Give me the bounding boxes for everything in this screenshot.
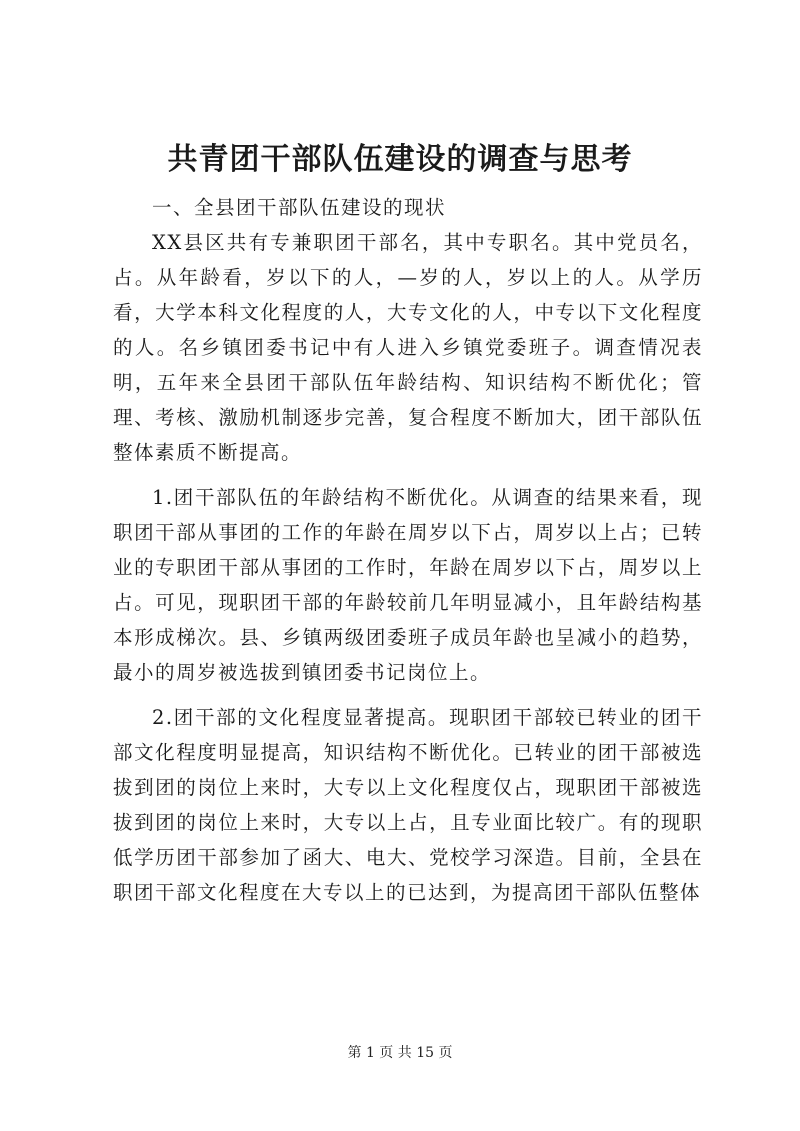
section-heading: 一、全县团干部队伍建设的现状 bbox=[152, 196, 447, 219]
paragraph-age-structure: 1.团干部队伍的年龄结构不断优化。从调查的结果来看，现职团干部从事团的工作的年龄在周岁以下占，周岁以上占；已转业的专职团干部从事团的工作时，年龄在周岁以下占，周岁以上占。可见，现职团干部的年龄较前几年明显减小，且年龄结构基本形成梯次。县、乡镇两级团委班子成员年龄也呈减小的趋势，最小的周岁被选拔到镇团委书记岗位上。 bbox=[113, 486, 703, 684]
paragraph-education-level: 2.团干部的文化程度显著提高。现职团干部较已转业的团干部文化程度明显提高，知识结构不断优化。已转业的团干部被选拔到团的岗位上来时，大专以上文化程度仅占，现职团干部被选拔到团的岗位上来时，大专以上占，且专业面比较广。有的现职低学历团干部参加了函大、电大、党校学习深造。目前，全县在职团干部文化程度在大专以上的已达到，为提高团干部队伍整体 bbox=[113, 706, 703, 904]
paragraph-overview: XX县区共有专兼职团干部名，其中专职名。其中党员名，占。从年龄看，岁以下的人，—岁的人，岁以上的人。从学历看，大学本科文化程度的人，大专文化的人，中专以下文化程度的人。名乡镇团委书记中有人进入乡镇党委班子。调查情况表明，五年来全县团干部队伍年龄结构、知识结构不断优化；管理、考核、激励机制逐步完善，复合程度不断加大，团干部队伍整体素质不断提高。 bbox=[113, 231, 703, 464]
page-title: 共青团干部队伍建设的调查与思考 bbox=[167, 142, 633, 177]
document-body bbox=[113, 190, 703, 910]
page-number-footer: 第 1 页 共 15 页 bbox=[347, 1045, 453, 1061]
